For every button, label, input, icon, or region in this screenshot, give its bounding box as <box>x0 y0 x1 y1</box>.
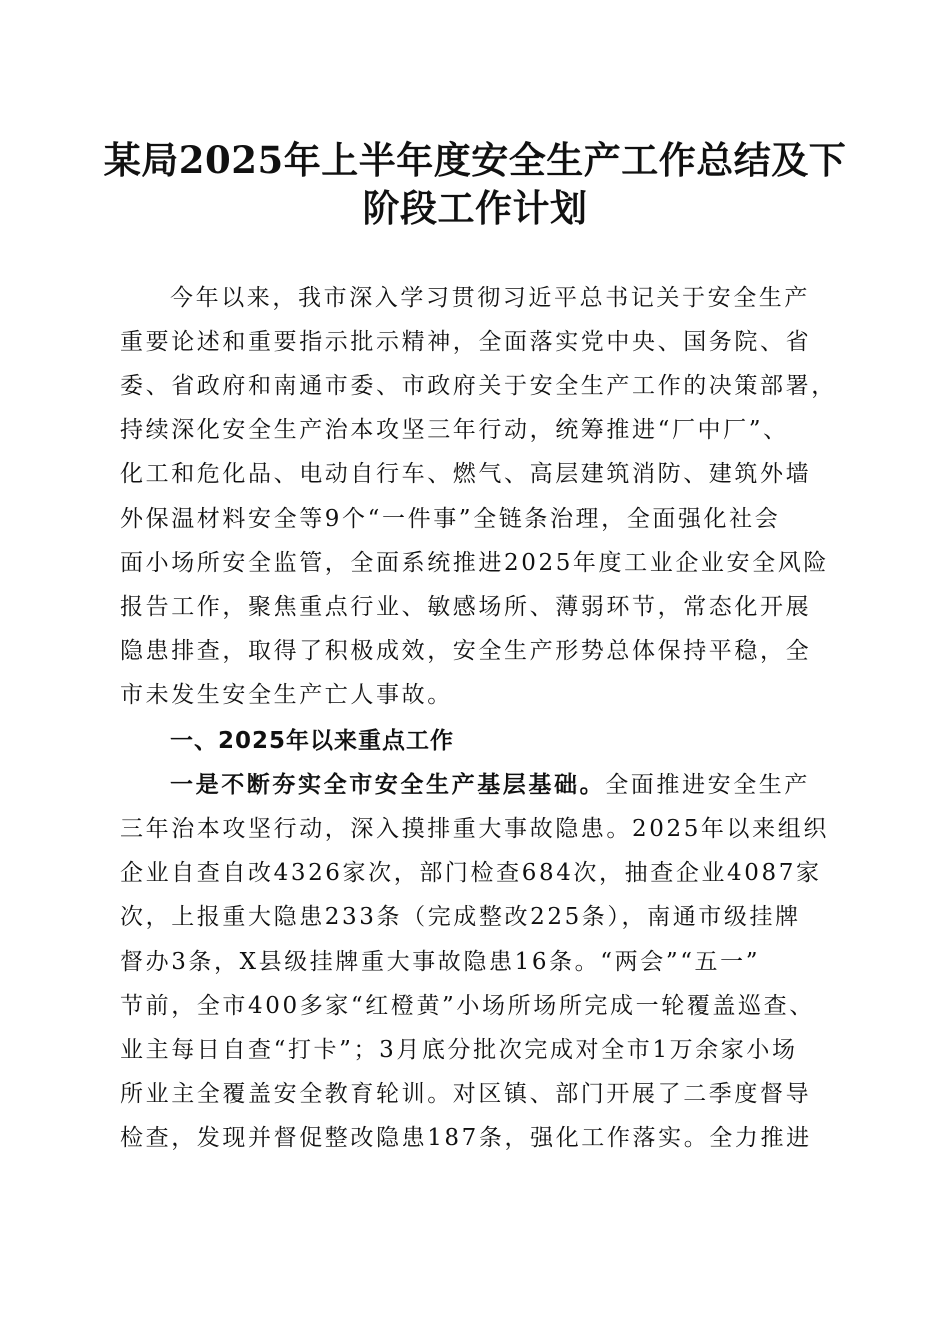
document-title-line-1: 某局2025年上半年度安全生产工作总结及下 <box>103 138 847 182</box>
paragraph-2-line: 所业主全覆盖安全教育轮训。对区镇、部门开展了二季度督导 <box>120 1081 812 1107</box>
paragraph-2-line: 业主每日自查“打卡”；3月底分批次完成对全市1万余家小场 <box>120 1037 798 1063</box>
paragraph-1-line: 外保温材料安全等9个“一件事”全链条治理，全面强化社会 <box>120 506 781 532</box>
paragraph-2-line: 次，上报重大隐患233条（完成整改225条），南通市级挂牌 <box>120 904 801 930</box>
paragraph-2-first-text: 全面推进安全生产 <box>605 772 811 798</box>
paragraph-2-line <box>170 769 810 801</box>
paragraph-1-line: 今年以来，我市深入学习贯彻习近平总书记关于安全生产 <box>170 285 810 311</box>
document-title-line-2: 阶段工作计划 <box>362 186 588 230</box>
paragraph-1-line: 委、省政府和南通市委、市政府关于安全生产工作的决策部署， <box>120 373 837 399</box>
paragraph-1-line: 持续深化安全生产治本攻坚三年行动，统筹推进“厂中厂”、 <box>120 417 789 443</box>
paragraph-1-line: 隐患排查，取得了积极成效，安全生产形势总体保持平稳，全 <box>120 638 812 664</box>
paragraph-2-line: 督办3条，X县级挂牌重大事故隐患16条。“两会”“五一” <box>120 949 761 975</box>
paragraph-2-lead: 一是不断夯实全市安全生产基层基础。 <box>170 771 606 798</box>
paragraph-2-line: 三年治本攻坚行动，深入摸排重大事故隐患。2025年以来组织 <box>120 816 829 842</box>
paragraph-1-line: 面小场所安全监管，全面系统推进2025年度工业企业安全风险 <box>120 550 829 576</box>
paragraph-2-line: 节前，全市400多家“红橙黄”小场所场所完成一轮覆盖巡查、 <box>120 993 815 1019</box>
paragraph-2-line: 检查，发现并督促整改隐患187条，强化工作落实。全力推进 <box>120 1125 812 1151</box>
paragraph-1-line: 市未发生安全生产亡人事故。 <box>120 682 453 708</box>
paragraph-1-line: 重要论述和重要指示批示精神，全面落实党中央、国务院、省 <box>120 329 812 355</box>
paragraph-1-line: 化工和危化品、电动自行车、燃气、高层建筑消防、建筑外墙 <box>120 461 812 487</box>
section-heading: 一、2025年以来重点工作 <box>170 728 455 754</box>
paragraph-1-line: 报告工作，聚焦重点行业、敏感场所、薄弱环节，常态化开展 <box>120 594 812 620</box>
paragraph-2-line: 企业自查自改4326家次，部门检查684次，抽查企业4087家 <box>120 860 822 886</box>
